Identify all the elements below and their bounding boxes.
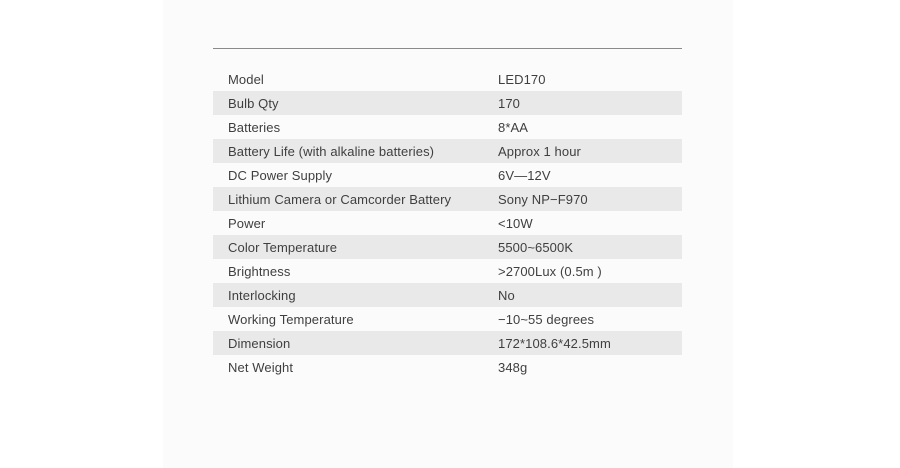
spec-value: <10W [498, 215, 533, 231]
spec-label: Bulb Qty [228, 95, 279, 111]
spec-row-net-weight [213, 355, 682, 379]
spec-label: Dimension [228, 335, 291, 351]
spec-value: 5500~6500K [498, 239, 574, 255]
spec-label: Batteries [228, 119, 281, 135]
spec-value: −10~55 degrees [498, 311, 595, 327]
spec-label: Model [228, 71, 264, 87]
spec-row-brightness [213, 259, 682, 283]
spec-row-interlocking [213, 283, 682, 307]
spec-label: Battery Life (with alkaline batteries) [228, 143, 435, 159]
spec-value: 6V—12V [498, 167, 551, 183]
spec-value: 348g [498, 359, 528, 375]
spec-value: Approx 1 hour [498, 143, 581, 159]
spec-row-working-temperature [213, 307, 682, 331]
spec-row-model [213, 67, 682, 91]
spec-value: 8*AA [498, 119, 529, 135]
spec-row-batteries [213, 115, 682, 139]
spec-table [213, 67, 682, 379]
spec-value: 170 [498, 95, 520, 111]
spec-label: Power [228, 215, 266, 231]
spec-row-battery-life [213, 139, 682, 163]
spec-row-lithium-battery [213, 187, 682, 211]
spec-value: 172*108.6*42.5mm [498, 335, 611, 351]
spec-row-color-temperature [213, 235, 682, 259]
top-divider [213, 48, 682, 49]
spec-value: Sony NP−F970 [498, 191, 588, 207]
spec-row-dimension [213, 331, 682, 355]
spec-label: Brightness [228, 263, 291, 279]
spec-label: Interlocking [228, 287, 296, 303]
spec-label: DC Power Supply [228, 167, 333, 183]
spec-value: >2700Lux (0.5m ) [498, 263, 602, 279]
spec-row-dc-power-supply [213, 163, 682, 187]
spec-label: Working Temperature [228, 311, 354, 327]
spec-value: LED170 [498, 71, 546, 87]
spec-label: Color Temperature [228, 239, 338, 255]
spec-label: Lithium Camera or Camcorder Battery [228, 191, 452, 207]
spec-value: No [498, 287, 515, 303]
spec-row-power [213, 211, 682, 235]
spec-row-bulb-qty [213, 91, 682, 115]
spec-label: Net Weight [228, 359, 294, 375]
